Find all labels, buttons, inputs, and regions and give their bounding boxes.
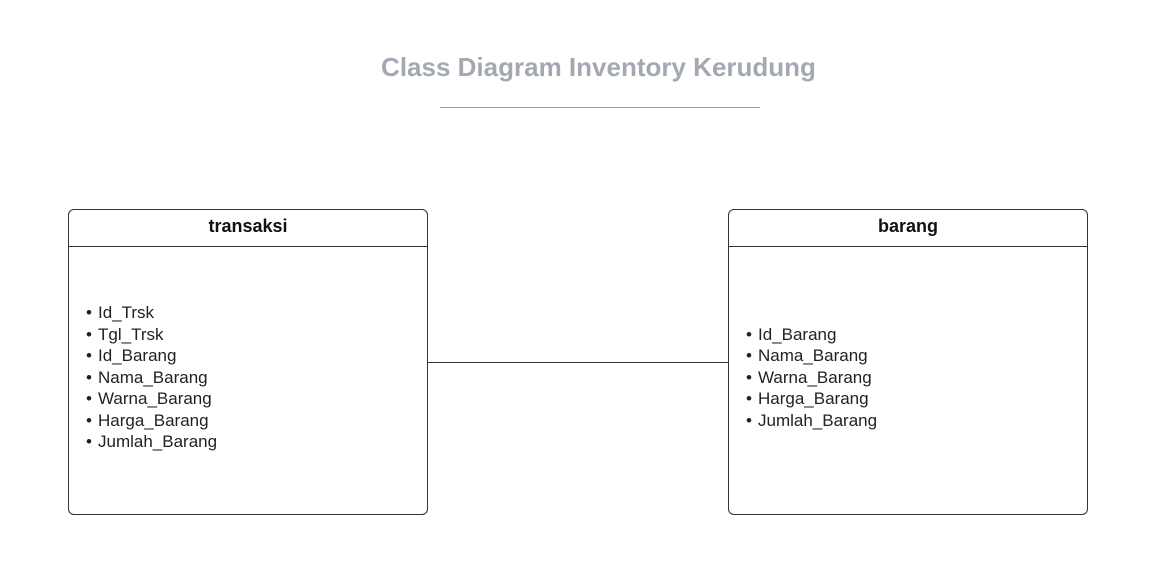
attribute-item: • Id_Trsk bbox=[86, 302, 217, 324]
attribute-item: • Nama_Barang bbox=[746, 345, 877, 367]
class-attributes-barang bbox=[729, 247, 1087, 514]
attribute-item: • Warna_Barang bbox=[746, 367, 877, 389]
attribute-item: • Harga_Barang bbox=[86, 410, 217, 432]
attribute-item: • Harga_Barang bbox=[746, 388, 877, 410]
attribute-item: • Id_Barang bbox=[746, 324, 877, 346]
class-name-barang: barang bbox=[729, 210, 1087, 247]
attribute-item: • Id_Barang bbox=[86, 345, 217, 367]
class-name-transaksi: transaksi bbox=[69, 210, 427, 247]
title-underline bbox=[440, 107, 760, 108]
association-line[interactable] bbox=[428, 362, 728, 363]
attribute-item: • Tgl_Trsk bbox=[86, 324, 217, 346]
attribute-item: • Jumlah_Barang bbox=[86, 431, 217, 453]
attribute-item: • Nama_Barang bbox=[86, 367, 217, 389]
class-box-barang[interactable] bbox=[728, 209, 1088, 515]
diagram-title: Class Diagram Inventory Kerudung bbox=[381, 52, 816, 82]
attribute-item: • Jumlah_Barang bbox=[746, 410, 877, 432]
class-attributes-transaksi bbox=[69, 247, 427, 514]
attribute-item: • Warna_Barang bbox=[86, 388, 217, 410]
class-box-transaksi[interactable] bbox=[68, 209, 428, 515]
